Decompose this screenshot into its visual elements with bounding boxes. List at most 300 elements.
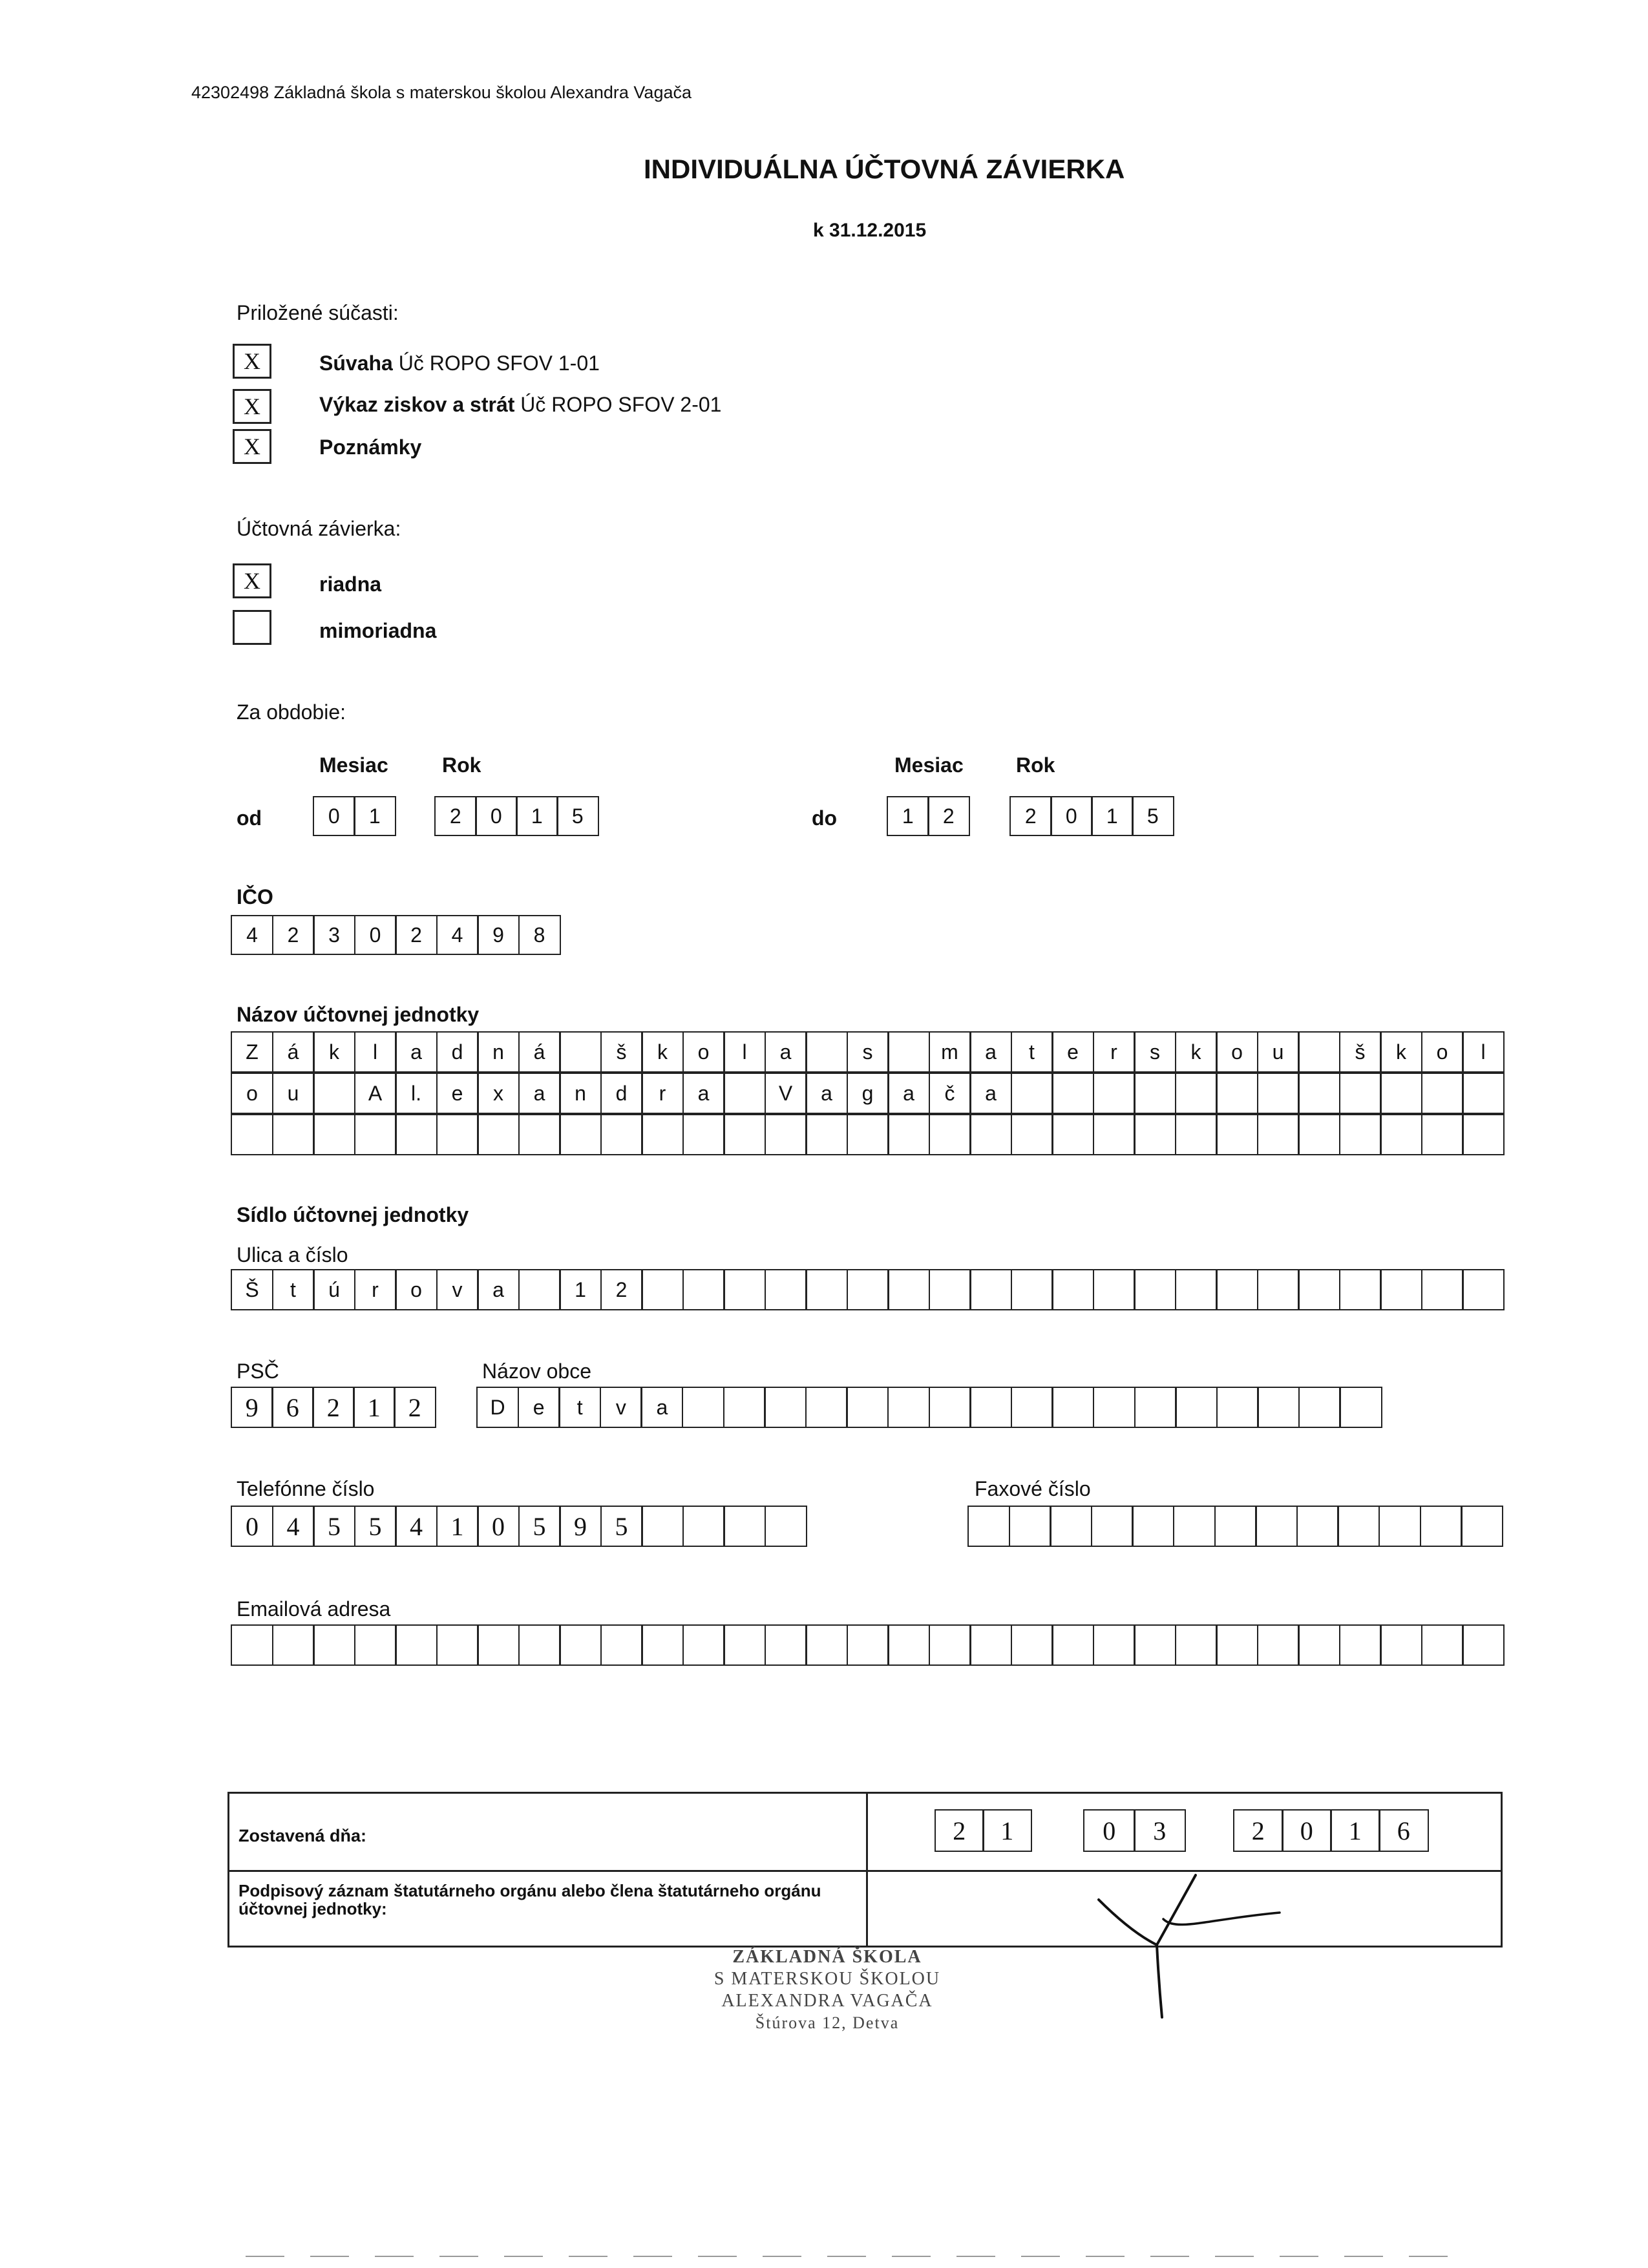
char-cell[interactable]: o bbox=[1421, 1031, 1464, 1073]
char-cell[interactable] bbox=[1420, 1506, 1463, 1547]
char-cell[interactable]: t bbox=[558, 1387, 601, 1428]
char-cell[interactable]: 2 bbox=[434, 796, 477, 836]
char-cell[interactable]: 0 bbox=[313, 796, 355, 836]
char-cell[interactable] bbox=[600, 1114, 643, 1155]
char-cell[interactable] bbox=[1175, 1387, 1218, 1428]
char-cell[interactable] bbox=[765, 1506, 807, 1547]
char-cell[interactable] bbox=[477, 1114, 520, 1155]
psc-cells[interactable] bbox=[231, 1387, 434, 1428]
char-cell[interactable] bbox=[929, 1624, 971, 1666]
char-cell[interactable]: 2 bbox=[600, 1269, 643, 1310]
char-cell[interactable]: 0 bbox=[477, 1506, 520, 1547]
char-cell[interactable] bbox=[929, 1269, 971, 1310]
char-cell[interactable] bbox=[1091, 1506, 1134, 1547]
char-cell[interactable]: r bbox=[1093, 1031, 1136, 1073]
char-cell[interactable]: u bbox=[272, 1073, 315, 1114]
char-cell[interactable]: š bbox=[600, 1031, 643, 1073]
char-cell[interactable]: a bbox=[477, 1269, 520, 1310]
char-cell[interactable]: 2 bbox=[394, 1387, 436, 1428]
extraordinary-label: mimoriadna bbox=[319, 619, 437, 642]
char-cell[interactable] bbox=[1093, 1387, 1136, 1428]
stamp-line: ALEXANDRA VAGAČA bbox=[721, 1991, 933, 2011]
char-cell[interactable] bbox=[1216, 1624, 1258, 1666]
char-cell[interactable]: e bbox=[436, 1073, 479, 1114]
compiled-day-cells[interactable] bbox=[935, 1809, 1030, 1852]
char-cell[interactable]: 1 bbox=[353, 1387, 396, 1428]
unit-name-row-1[interactable] bbox=[231, 1031, 1503, 1073]
street-label: Ulica a číslo bbox=[237, 1243, 348, 1266]
char-cell[interactable] bbox=[887, 1114, 930, 1155]
char-cell[interactable] bbox=[1461, 1506, 1503, 1547]
psc-label: PSČ bbox=[237, 1360, 279, 1383]
unit-name-row-2[interactable] bbox=[231, 1073, 1503, 1114]
attachment-income-statement-label bbox=[319, 393, 721, 417]
char-cell[interactable]: 0 bbox=[354, 915, 397, 955]
char-cell[interactable]: e bbox=[518, 1387, 560, 1428]
char-cell[interactable]: 1 bbox=[436, 1506, 479, 1547]
char-cell[interactable]: d bbox=[436, 1031, 479, 1073]
compiled-year-cells[interactable] bbox=[1233, 1809, 1427, 1852]
ordinary-label: riadna bbox=[319, 572, 382, 596]
signature-table-column-divider bbox=[866, 1794, 868, 1946]
char-cell[interactable]: n bbox=[559, 1073, 602, 1114]
char-cell[interactable]: 4 bbox=[395, 1506, 438, 1547]
char-cell[interactable]: l bbox=[1462, 1031, 1505, 1073]
ico-label: IČO bbox=[237, 885, 273, 908]
char-cell[interactable]: t bbox=[1011, 1031, 1053, 1073]
char-cell[interactable] bbox=[1011, 1269, 1053, 1310]
char-cell[interactable] bbox=[1462, 1114, 1505, 1155]
char-cell[interactable] bbox=[682, 1269, 725, 1310]
char-cell[interactable]: 2 bbox=[1009, 796, 1052, 836]
char-cell[interactable] bbox=[765, 1269, 807, 1310]
char-cell[interactable] bbox=[354, 1624, 397, 1666]
char-cell[interactable]: Š bbox=[231, 1269, 273, 1310]
char-cell[interactable]: a bbox=[640, 1387, 683, 1428]
char-cell[interactable] bbox=[805, 1031, 848, 1073]
char-cell[interactable] bbox=[967, 1506, 1010, 1547]
char-cell[interactable]: 0 bbox=[1282, 1809, 1332, 1852]
compiled-month-cells[interactable] bbox=[1083, 1809, 1184, 1852]
char-cell[interactable] bbox=[682, 1387, 724, 1428]
char-cell[interactable]: 3 bbox=[313, 915, 355, 955]
from-month-cells[interactable] bbox=[313, 796, 394, 836]
char-cell[interactable] bbox=[723, 1387, 766, 1428]
char-cell[interactable]: a bbox=[969, 1073, 1012, 1114]
char-cell[interactable]: 6 bbox=[1379, 1809, 1429, 1852]
char-cell[interactable] bbox=[765, 1114, 807, 1155]
char-cell[interactable] bbox=[231, 1624, 273, 1666]
from-month-label: Mesiac bbox=[319, 753, 388, 777]
char-cell[interactable]: v bbox=[600, 1387, 642, 1428]
char-cell[interactable] bbox=[723, 1506, 766, 1547]
stamp-line: S MATERSKOU ŠKOLOU bbox=[713, 1969, 941, 1989]
char-cell[interactable] bbox=[518, 1114, 561, 1155]
char-cell[interactable] bbox=[1216, 1269, 1258, 1310]
char-cell[interactable]: t bbox=[272, 1269, 315, 1310]
char-cell[interactable] bbox=[847, 1269, 889, 1310]
char-cell[interactable]: u bbox=[1257, 1031, 1300, 1073]
char-cell[interactable] bbox=[1175, 1114, 1218, 1155]
char-cell[interactable]: 0 bbox=[1083, 1809, 1136, 1852]
checkbox-ordinary[interactable]: X bbox=[233, 563, 271, 598]
char-cell[interactable] bbox=[641, 1114, 684, 1155]
char-cell[interactable] bbox=[1379, 1506, 1421, 1547]
char-cell[interactable] bbox=[1134, 1114, 1176, 1155]
char-cell[interactable] bbox=[1132, 1506, 1174, 1547]
char-cell[interactable] bbox=[1462, 1073, 1505, 1114]
char-cell[interactable]: n bbox=[477, 1031, 520, 1073]
char-cell[interactable] bbox=[436, 1624, 479, 1666]
char-cell[interactable] bbox=[1257, 1073, 1300, 1114]
char-cell[interactable]: v bbox=[436, 1269, 479, 1310]
char-cell[interactable]: 5 bbox=[313, 1506, 355, 1547]
char-cell[interactable] bbox=[1051, 1073, 1094, 1114]
char-cell[interactable] bbox=[1051, 1269, 1094, 1310]
char-cell[interactable]: 2 bbox=[272, 915, 315, 955]
char-cell[interactable]: a bbox=[969, 1031, 1012, 1073]
char-cell[interactable] bbox=[1175, 1269, 1218, 1310]
char-cell[interactable]: a bbox=[765, 1031, 807, 1073]
street-cells[interactable] bbox=[231, 1269, 1503, 1310]
char-cell[interactable] bbox=[887, 1269, 930, 1310]
document-title: INDIVIDUÁLNA ÚČTOVNÁ ZÁVIERKA bbox=[644, 154, 1125, 184]
char-cell[interactable] bbox=[1216, 1114, 1258, 1155]
char-cell[interactable] bbox=[765, 1624, 807, 1666]
checkbox-notes[interactable]: X bbox=[233, 429, 271, 464]
char-cell[interactable] bbox=[1093, 1624, 1136, 1666]
char-cell[interactable] bbox=[231, 1114, 273, 1155]
ico-cells[interactable] bbox=[231, 915, 559, 955]
city-label: Názov obce bbox=[482, 1360, 591, 1383]
char-cell[interactable]: k bbox=[313, 1031, 355, 1073]
char-cell[interactable] bbox=[1462, 1269, 1505, 1310]
char-cell[interactable] bbox=[1255, 1506, 1298, 1547]
char-cell[interactable] bbox=[1214, 1506, 1257, 1547]
char-cell[interactable] bbox=[1339, 1624, 1382, 1666]
char-cell[interactable]: á bbox=[518, 1031, 561, 1073]
char-cell[interactable] bbox=[1462, 1624, 1505, 1666]
email-label: Emailová adresa bbox=[237, 1597, 391, 1621]
char-cell[interactable]: 8 bbox=[518, 915, 561, 955]
char-cell[interactable] bbox=[969, 1114, 1012, 1155]
char-cell[interactable] bbox=[313, 1624, 355, 1666]
char-cell[interactable] bbox=[1134, 1387, 1177, 1428]
char-cell[interactable]: 9 bbox=[231, 1387, 273, 1428]
stamp-line: Štúrova 12, Detva bbox=[755, 2013, 900, 2032]
scan-artifact-line bbox=[246, 2255, 1474, 2258]
char-cell[interactable] bbox=[887, 1624, 930, 1666]
char-cell[interactable] bbox=[1257, 1114, 1300, 1155]
char-cell[interactable] bbox=[559, 1114, 602, 1155]
char-cell[interactable]: 2 bbox=[395, 915, 438, 955]
statement-date: k 31.12.2015 bbox=[813, 220, 927, 241]
statement-type-heading: Účtovná závierka: bbox=[237, 517, 401, 540]
char-cell[interactable]: d bbox=[600, 1073, 643, 1114]
to-month-label: Mesiac bbox=[894, 753, 964, 777]
char-cell[interactable] bbox=[1093, 1114, 1136, 1155]
char-cell[interactable] bbox=[1421, 1073, 1464, 1114]
char-cell[interactable]: 3 bbox=[1134, 1809, 1186, 1852]
char-cell[interactable]: r bbox=[354, 1269, 397, 1310]
char-cell[interactable]: l. bbox=[395, 1073, 438, 1114]
char-cell[interactable] bbox=[805, 1624, 848, 1666]
phone-cells[interactable] bbox=[231, 1506, 805, 1547]
from-year-cells[interactable] bbox=[434, 796, 597, 836]
attachment-income-statement-code: Úč ROPO SFOV 2-01 bbox=[520, 393, 722, 416]
char-cell[interactable]: 4 bbox=[272, 1506, 315, 1547]
char-cell[interactable] bbox=[723, 1073, 766, 1114]
char-cell[interactable]: s bbox=[1134, 1031, 1176, 1073]
from-year-label: Rok bbox=[442, 753, 481, 777]
char-cell[interactable]: 1 bbox=[887, 796, 929, 836]
stamp-line: ZÁKLADNÁ ŠKOLA bbox=[732, 1947, 922, 1967]
char-cell[interactable] bbox=[1011, 1073, 1053, 1114]
char-cell[interactable] bbox=[723, 1624, 766, 1666]
unit-name-label: Názov účtovnej jednotky bbox=[237, 1003, 480, 1026]
char-cell[interactable] bbox=[1093, 1269, 1136, 1310]
char-cell[interactable] bbox=[805, 1269, 848, 1310]
char-cell[interactable]: 5 bbox=[1132, 796, 1174, 836]
char-cell[interactable] bbox=[1339, 1114, 1382, 1155]
char-cell[interactable]: k bbox=[1175, 1031, 1218, 1073]
char-cell[interactable]: D bbox=[476, 1387, 519, 1428]
char-cell[interactable] bbox=[477, 1624, 520, 1666]
compiled-date-label: Zostavená dňa: bbox=[238, 1826, 367, 1845]
char-cell[interactable]: A bbox=[354, 1073, 397, 1114]
char-cell[interactable]: 1 bbox=[559, 1269, 602, 1310]
char-cell[interactable] bbox=[600, 1624, 643, 1666]
fax-label: Faxové číslo bbox=[975, 1477, 1091, 1500]
char-cell[interactable]: ú bbox=[313, 1269, 355, 1310]
char-cell[interactable]: 9 bbox=[477, 915, 520, 955]
fax-cells[interactable] bbox=[967, 1506, 1502, 1547]
char-cell[interactable]: 0 bbox=[1050, 796, 1093, 836]
char-cell[interactable]: o bbox=[682, 1031, 725, 1073]
char-cell[interactable] bbox=[1257, 1387, 1300, 1428]
char-cell[interactable] bbox=[1011, 1114, 1053, 1155]
city-cells[interactable] bbox=[476, 1387, 1380, 1428]
char-cell[interactable]: g bbox=[847, 1073, 889, 1114]
char-cell[interactable]: š bbox=[1339, 1031, 1382, 1073]
char-cell[interactable] bbox=[1009, 1506, 1051, 1547]
char-cell[interactable] bbox=[887, 1387, 930, 1428]
checkbox-income-statement[interactable]: X bbox=[233, 389, 271, 424]
char-cell[interactable] bbox=[1050, 1506, 1092, 1547]
char-cell[interactable] bbox=[1380, 1269, 1422, 1310]
to-month-cells[interactable] bbox=[887, 796, 968, 836]
char-cell[interactable] bbox=[559, 1624, 602, 1666]
char-cell[interactable] bbox=[1380, 1624, 1422, 1666]
char-cell[interactable] bbox=[887, 1031, 930, 1073]
attachment-balance-sheet-label bbox=[319, 352, 600, 375]
char-cell[interactable]: 1 bbox=[1091, 796, 1134, 836]
char-cell[interactable]: a bbox=[805, 1073, 848, 1114]
char-cell[interactable] bbox=[1298, 1073, 1340, 1114]
period-heading: Za obdobie: bbox=[237, 700, 346, 724]
char-cell[interactable]: 4 bbox=[231, 915, 273, 955]
char-cell[interactable] bbox=[969, 1387, 1012, 1428]
char-cell[interactable]: e bbox=[1051, 1031, 1094, 1073]
char-cell[interactable] bbox=[313, 1073, 355, 1114]
char-cell[interactable]: 4 bbox=[436, 915, 479, 955]
unit-name-row-3[interactable] bbox=[231, 1114, 1503, 1155]
char-cell[interactable]: l bbox=[723, 1031, 766, 1073]
char-cell[interactable] bbox=[641, 1624, 684, 1666]
char-cell[interactable] bbox=[436, 1114, 479, 1155]
char-cell[interactable] bbox=[1093, 1073, 1136, 1114]
char-cell[interactable]: o bbox=[231, 1073, 273, 1114]
char-cell[interactable] bbox=[929, 1387, 971, 1428]
char-cell[interactable]: a bbox=[518, 1073, 561, 1114]
char-cell[interactable]: k bbox=[641, 1031, 684, 1073]
char-cell[interactable] bbox=[1380, 1114, 1422, 1155]
char-cell[interactable] bbox=[805, 1114, 848, 1155]
char-cell[interactable]: l bbox=[354, 1031, 397, 1073]
char-cell[interactable]: a bbox=[395, 1031, 438, 1073]
char-cell[interactable] bbox=[1339, 1269, 1382, 1310]
char-cell[interactable] bbox=[272, 1624, 315, 1666]
char-cell[interactable] bbox=[1296, 1506, 1339, 1547]
char-cell[interactable] bbox=[518, 1624, 561, 1666]
from-label: od bbox=[237, 806, 262, 830]
char-cell[interactable]: 2 bbox=[1233, 1809, 1284, 1852]
char-cell[interactable] bbox=[395, 1624, 438, 1666]
char-cell[interactable] bbox=[929, 1114, 971, 1155]
char-cell[interactable] bbox=[1257, 1269, 1300, 1310]
char-cell[interactable] bbox=[1298, 1114, 1340, 1155]
char-cell[interactable] bbox=[313, 1114, 355, 1155]
char-cell[interactable]: a bbox=[682, 1073, 725, 1114]
email-cells[interactable] bbox=[231, 1624, 1503, 1666]
char-cell[interactable] bbox=[1134, 1269, 1176, 1310]
seat-heading: Sídlo účtovnej jednotky bbox=[237, 1203, 469, 1226]
phone-label: Telefónne číslo bbox=[237, 1477, 375, 1500]
char-cell[interactable]: 5 bbox=[600, 1506, 643, 1547]
char-cell[interactable] bbox=[1051, 1624, 1094, 1666]
char-cell[interactable] bbox=[1216, 1387, 1259, 1428]
to-year-cells[interactable] bbox=[1009, 796, 1172, 836]
char-cell[interactable] bbox=[805, 1387, 848, 1428]
char-cell[interactable] bbox=[1298, 1387, 1341, 1428]
char-cell[interactable] bbox=[1051, 1387, 1094, 1428]
char-cell[interactable]: 0 bbox=[475, 796, 518, 836]
attachment-income-statement-title: Výkaz ziskov a strát bbox=[319, 393, 515, 416]
char-cell[interactable]: x bbox=[477, 1073, 520, 1114]
char-cell[interactable] bbox=[682, 1506, 725, 1547]
char-cell[interactable] bbox=[1298, 1031, 1340, 1073]
char-cell[interactable] bbox=[1337, 1506, 1380, 1547]
organization-line: 42302498 Základná škola s materskou školou Alexandra Vagača bbox=[191, 83, 692, 102]
checkbox-extraordinary[interactable] bbox=[233, 610, 271, 645]
char-cell[interactable]: 5 bbox=[518, 1506, 561, 1547]
char-cell[interactable] bbox=[272, 1114, 315, 1155]
char-cell[interactable] bbox=[682, 1624, 725, 1666]
char-cell[interactable]: r bbox=[641, 1073, 684, 1114]
char-cell[interactable] bbox=[1011, 1624, 1053, 1666]
school-stamp bbox=[698, 1946, 956, 2034]
char-cell[interactable] bbox=[1298, 1624, 1340, 1666]
char-cell[interactable] bbox=[1421, 1114, 1464, 1155]
checkbox-balance-sheet[interactable]: X bbox=[233, 344, 271, 379]
char-cell[interactable]: o bbox=[395, 1269, 438, 1310]
char-cell[interactable]: 1 bbox=[516, 796, 558, 836]
char-cell[interactable]: k bbox=[1380, 1031, 1422, 1073]
to-year-label: Rok bbox=[1016, 753, 1055, 777]
char-cell[interactable]: m bbox=[929, 1031, 971, 1073]
char-cell[interactable] bbox=[1421, 1269, 1464, 1310]
char-cell[interactable] bbox=[723, 1269, 766, 1310]
char-cell[interactable]: Z bbox=[231, 1031, 273, 1073]
attachment-balance-sheet-title: Súvaha bbox=[319, 352, 393, 375]
char-cell[interactable] bbox=[1257, 1624, 1300, 1666]
char-cell[interactable]: 2 bbox=[312, 1387, 355, 1428]
char-cell[interactable] bbox=[969, 1269, 1012, 1310]
handwritten-signature bbox=[1086, 1867, 1293, 2022]
char-cell[interactable] bbox=[1339, 1073, 1382, 1114]
char-cell[interactable]: 5 bbox=[354, 1506, 397, 1547]
char-cell[interactable] bbox=[395, 1114, 438, 1155]
char-cell[interactable]: 2 bbox=[927, 796, 970, 836]
char-cell[interactable] bbox=[847, 1114, 889, 1155]
char-cell[interactable]: 1 bbox=[354, 796, 396, 836]
char-cell[interactable]: á bbox=[272, 1031, 315, 1073]
char-cell[interactable]: V bbox=[765, 1073, 807, 1114]
char-cell[interactable]: 1 bbox=[1330, 1809, 1380, 1852]
char-cell[interactable] bbox=[1339, 1387, 1382, 1428]
char-cell[interactable] bbox=[1380, 1073, 1422, 1114]
char-cell[interactable] bbox=[1175, 1073, 1218, 1114]
char-cell[interactable]: 6 bbox=[271, 1387, 314, 1428]
char-cell[interactable] bbox=[1421, 1624, 1464, 1666]
char-cell[interactable]: o bbox=[1216, 1031, 1258, 1073]
char-cell[interactable]: s bbox=[847, 1031, 889, 1073]
char-cell[interactable]: 1 bbox=[982, 1809, 1032, 1852]
char-cell[interactable] bbox=[1134, 1073, 1176, 1114]
char-cell[interactable]: 9 bbox=[559, 1506, 602, 1547]
char-cell[interactable] bbox=[847, 1624, 889, 1666]
to-label: do bbox=[812, 806, 838, 830]
char-cell[interactable]: č bbox=[929, 1073, 971, 1114]
signature-record-label: Podpisový záznam štatutárneho orgánu alebo člena štatutárneho orgánu účtovnej jednotky: bbox=[238, 1881, 821, 1918]
char-cell[interactable] bbox=[682, 1114, 725, 1155]
char-cell[interactable] bbox=[559, 1031, 602, 1073]
attachment-balance-sheet-code: Úč ROPO SFOV 1-01 bbox=[398, 352, 600, 375]
char-cell[interactable] bbox=[1173, 1506, 1216, 1547]
char-cell[interactable] bbox=[1134, 1624, 1176, 1666]
char-cell[interactable]: 5 bbox=[556, 796, 599, 836]
char-cell[interactable] bbox=[1175, 1624, 1218, 1666]
char-cell[interactable] bbox=[846, 1387, 889, 1428]
char-cell[interactable] bbox=[969, 1624, 1012, 1666]
char-cell[interactable] bbox=[354, 1114, 397, 1155]
char-cell[interactable] bbox=[1011, 1387, 1053, 1428]
attachment-notes-label: Poznámky bbox=[319, 436, 422, 459]
char-cell[interactable] bbox=[1298, 1269, 1340, 1310]
char-cell[interactable] bbox=[641, 1269, 684, 1310]
char-cell[interactable] bbox=[518, 1269, 561, 1310]
signature-table-divider bbox=[229, 1870, 1501, 1872]
char-cell[interactable] bbox=[723, 1114, 766, 1155]
attachments-heading: Priložené súčasti: bbox=[237, 301, 399, 324]
char-cell[interactable]: 0 bbox=[231, 1506, 273, 1547]
char-cell[interactable] bbox=[1051, 1114, 1094, 1155]
char-cell[interactable] bbox=[764, 1387, 807, 1428]
char-cell[interactable] bbox=[1216, 1073, 1258, 1114]
char-cell[interactable]: a bbox=[887, 1073, 930, 1114]
char-cell[interactable] bbox=[641, 1506, 684, 1547]
char-cell[interactable]: 2 bbox=[935, 1809, 984, 1852]
